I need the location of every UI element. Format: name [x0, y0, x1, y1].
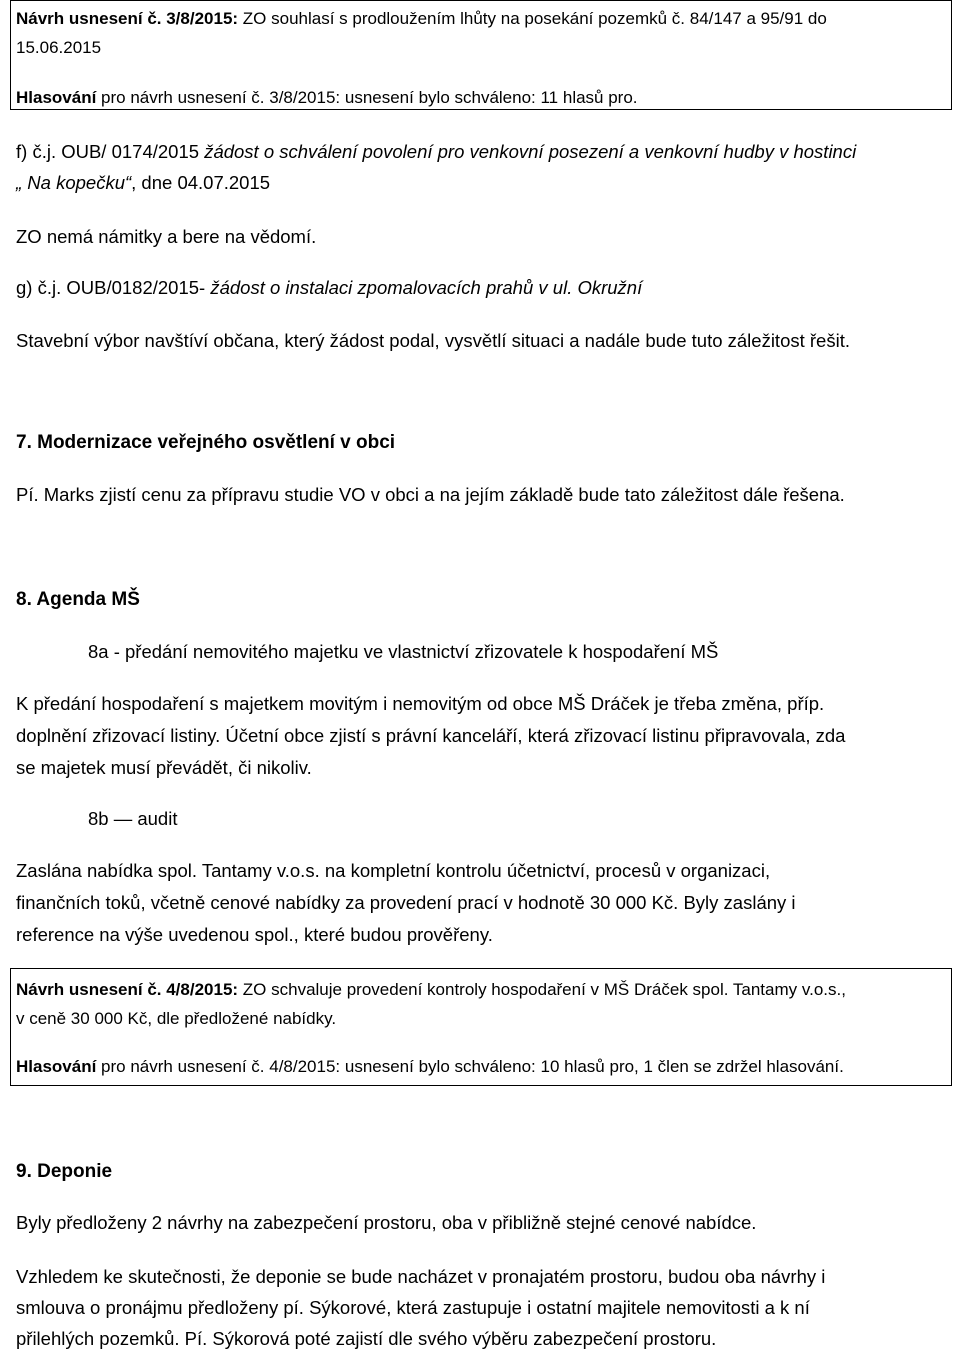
section-9-heading: 9. Deponie: [16, 1161, 113, 1182]
item-g-result: Stavební výbor navštíví občana, který žádost podal, vysvětlí situaci a nadále bude tuto záležitost řešit.: [16, 330, 850, 351]
section-9-para1: Byly předloženy 2 návrhy na zabezpečení prostoru, oba v přibližně stejné cenové nabídce.: [16, 1212, 757, 1233]
section-7-text: Pí. Marks zjistí cenu za přípravu studie VO v obci a na jejím základě bude tato záležitost dále řešena.: [16, 484, 845, 505]
section-8a-line3: se majetek musí převádět, či nikoliv.: [16, 757, 312, 778]
resolution-3-8-line2: 15.06.2015: [16, 38, 102, 57]
resolution-label: Návrh usnesení č. 4/8/2015:: [16, 980, 239, 999]
section-8b-subheading: 8b — audit: [88, 808, 178, 829]
vote-4-8-line: Hlasování pro návrh usnesení č. 4/8/2015: usnesení bylo schváleno: 10 hlasů pro, 1 člen se zdržel hlasování.: [16, 1057, 844, 1076]
vote-label: Hlasování: [16, 1057, 97, 1076]
section-9-para2-line3: přilehlých pozemků. Pí. Sýkorová poté zajistí dle svého výběru zabezpečení prostoru.: [16, 1328, 717, 1349]
section-8a-line1: K předání hospodaření s majetkem movitým i nemovitým od obce MŠ Dráček je třeba změna, příp.: [16, 693, 825, 714]
section-8b-line2: finančních toků, včetně cenové nabídky za provedení prací v hodnotě 30 000 Kč. Byly zaslány i: [16, 892, 796, 913]
vote-label: Hlasování: [16, 88, 97, 107]
section-9-para2-line1: Vzhledem ke skutečnosti, že deponie se bude nacházet v pronajatém prostoru, budou oba návrhy i: [16, 1266, 826, 1287]
item-g-line1: g) č.j. OUB/0182/2015- žádost o instalaci zpomalovacích prahů v ul. Okružní: [16, 277, 643, 298]
resolution-label: Návrh usnesení č. 3/8/2015:: [16, 9, 239, 28]
section-8a-subheading: 8a - předání nemovitého majetku ve vlastnictví zřizovatele k hospodaření MŠ: [88, 641, 719, 662]
section-8b-line3: reference na výše uvedenou spol., které budou prověřeny.: [16, 924, 493, 945]
vote-3-8-line: Hlasování pro návrh usnesení č. 3/8/2015: usnesení bylo schváleno: 11 hlasů pro.: [16, 88, 638, 107]
resolution-3-8-line1: Návrh usnesení č. 3/8/2015: ZO souhlasí s prodloužením lhůty na posekání pozemků č. 84/147 a 95/91 do: [16, 9, 827, 28]
item-f-line1: f) č.j. OUB/ 0174/2015 žádost o schválení povolení pro venkovní posezení a venkovní hudby v hostinci: [16, 141, 857, 162]
section-8b-line1: Zaslána nabídka spol. Tantamy v.o.s. na kompletní kontrolu účetnictví, procesů v organizaci,: [16, 860, 771, 881]
resolution-4-8-line1: Návrh usnesení č. 4/8/2015: ZO schvaluje provedení kontroly hospodaření v MŠ Dráček spol. Tantamy v.o.s.,: [16, 980, 846, 999]
section-8a-line2: doplnění zřizovací listiny. Účetní obce zjistí s právní kanceláří, která zřizovací listinu připravovala, zda: [16, 725, 846, 746]
item-f-result: ZO nemá námitky a bere na vědomí.: [16, 226, 317, 247]
section-7-heading: 7. Modernizace veřejného osvětlení v obci: [16, 432, 396, 453]
section-8-heading: 8. Agenda MŠ: [16, 589, 140, 610]
resolution-4-8-line2: v ceně 30 000 Kč, dle předložené nabídky.: [16, 1009, 337, 1028]
section-9-para2-line2: smlouva o pronájmu předloženy pí. Sýkorové, která zastupuje i ostatní majitele nemovitosti a k ní: [16, 1297, 810, 1318]
item-f-line2: „ Na kopečku“, dne 04.07.2015: [16, 172, 271, 193]
